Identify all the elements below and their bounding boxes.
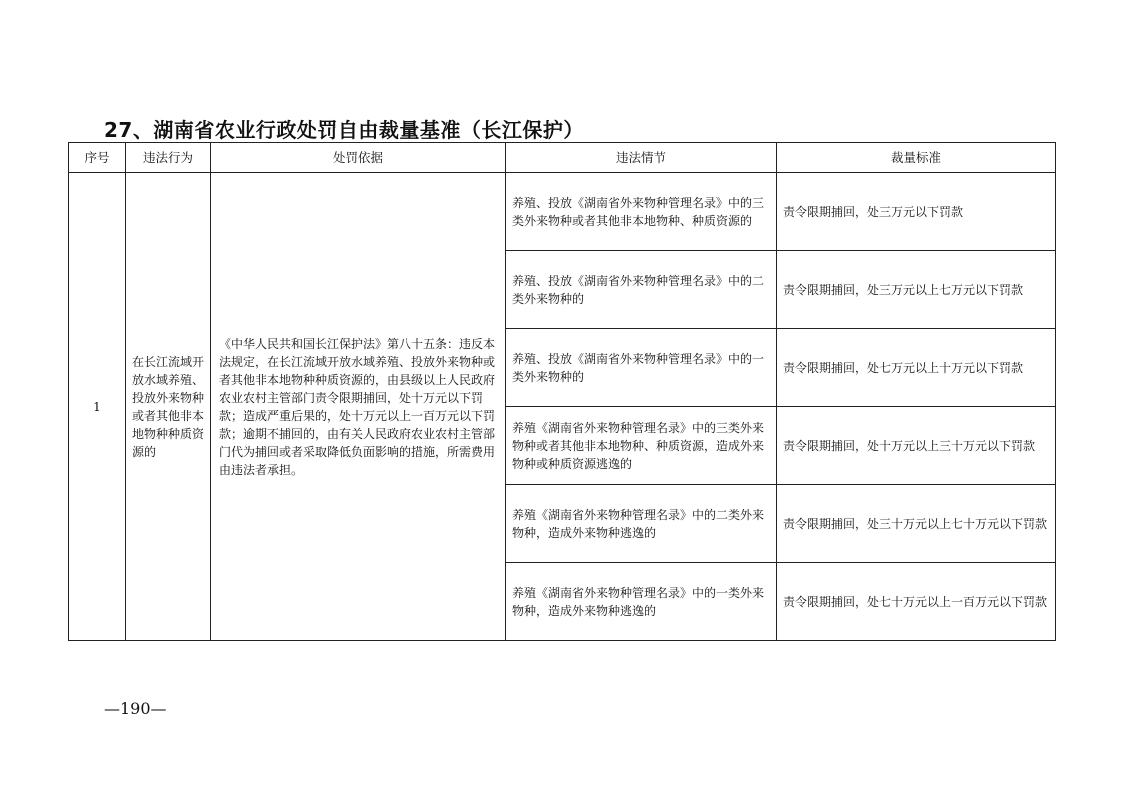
standard-cell: 责令限期捕回，处三万元以下罚款 — [777, 173, 1056, 251]
penalty-basis-cell: 《中华人民共和国长江保护法》第八十五条：违反本法规定，在长江流域开放水域养殖、投放外来物种或者其他非本地物种种质资源的，由县级以上人民政府农业农村主管部门责令限期捕回，处十万元以下罚款；造成严重后果的，处十万元以上一百万元以下罚款；逾期不捕回的，由有关人民政府农业农村主管部门代为捕回或者采取降低负面影响的措施，所需费用由违法者承担。 — [211, 173, 506, 641]
circumstance-cell: 养殖、投放《湖南省外来物种管理名录》中的三类外来物种或者其他非本地物种、种质资源的 — [506, 173, 777, 251]
document-title: 27、湖南省农业行政处罚自由裁量基准（长江保护） — [104, 118, 584, 142]
standard-cell: 责令限期捕回，处十万元以上三十万元以下罚款 — [777, 407, 1056, 485]
circumstance-cell: 养殖、投放《湖南省外来物种管理名录》中的一类外来物种的 — [506, 329, 777, 407]
header-penalty-basis: 处罚依据 — [211, 143, 506, 173]
circumstance-cell: 养殖《湖南省外来物种管理名录》中的二类外来物种，造成外来物种逃逸的 — [506, 485, 777, 563]
header-violation-act: 违法行为 — [126, 143, 211, 173]
standard-cell: 责令限期捕回，处七万元以上十万元以下罚款 — [777, 329, 1056, 407]
discretion-standard-table — [68, 142, 1056, 641]
violation-act-cell: 在长江流域开放水域养殖、投放外来物种或者其他非本地物种种质资源的 — [126, 173, 211, 641]
page-number: —190— — [104, 699, 167, 718]
standard-cell: 责令限期捕回，处三十万元以上七十万元以下罚款 — [777, 485, 1056, 563]
header-violation-circumstance: 违法情节 — [506, 143, 777, 173]
standard-cell: 责令限期捕回，处七十万元以上一百万元以下罚款 — [777, 563, 1056, 641]
serial-number-cell: 1 — [69, 173, 126, 641]
header-serial-number: 序号 — [69, 143, 126, 173]
circumstance-cell: 养殖《湖南省外来物种管理名录》中的三类外来物种或者其他非本地物种、种质资源，造成外来物种或种质资源逃逸的 — [506, 407, 777, 485]
table-header-row — [69, 143, 1056, 173]
circumstance-cell: 养殖《湖南省外来物种管理名录》中的一类外来物种，造成外来物种逃逸的 — [506, 563, 777, 641]
standard-cell: 责令限期捕回，处三万元以上七万元以下罚款 — [777, 251, 1056, 329]
header-discretion-standard: 裁量标准 — [777, 143, 1056, 173]
circumstance-cell: 养殖、投放《湖南省外来物种管理名录》中的二类外来物种的 — [506, 251, 777, 329]
table-row — [69, 173, 1056, 251]
